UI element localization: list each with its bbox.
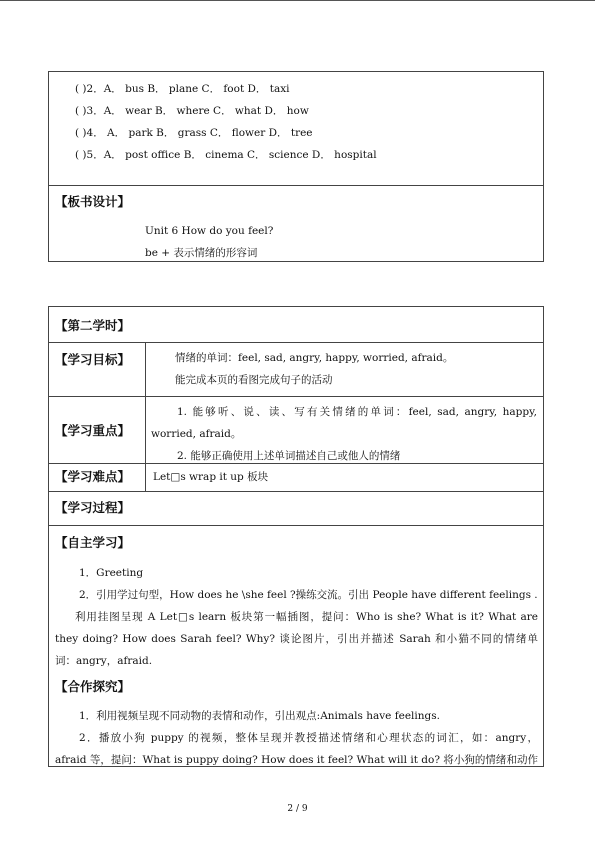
col-divider-objectives — [145, 342, 146, 396]
row-divider-5 — [49, 525, 543, 526]
board-heading: 【板书设计】 — [55, 194, 131, 209]
key-point-1: 1. 能够听、说、读、写有关情绪的单词：feel, sad, angry, happy, — [177, 406, 537, 418]
page-number: 2 / 9 — [287, 804, 308, 814]
col-divider-difficulty — [145, 463, 146, 491]
key-point-2: 2. 能够正确使用上述单词描述自己或他人的情绪 — [177, 450, 401, 462]
difficulty-label: 【学习难点】 — [55, 469, 131, 484]
row-divider-3 — [49, 463, 543, 464]
difficulty-text: Let□s wrap it up 板块 — [153, 471, 269, 483]
coop-line-1: 1．利用视频呈现不同动物的表情和动作，引出观点:Animals have feelings. — [79, 710, 440, 722]
objectives-label: 【学习目标】 — [55, 352, 131, 367]
col-divider-key — [145, 396, 146, 463]
coop-label: 【合作探究】 — [55, 679, 131, 694]
coop-line-2: 2．播放小狗 puppy 的视频，整体呈现并教授描述情绪和心理状态的词汇，如：angry， — [79, 732, 538, 744]
self-study-label: 【自主学习】 — [55, 535, 131, 550]
board-line-2: be + 表示情绪的形容词 — [145, 247, 258, 259]
page-top-rule — [0, 0, 595, 1]
process-label: 【学习过程】 — [55, 500, 131, 515]
objective-1: 情绪的单词：feel, sad, angry, happy, worried, afraid。 — [175, 352, 454, 364]
coop-line-3: afraid 等，提问：What is puppy doing? How does it feel? What will it do? 将小狗的情绪和动作 — [55, 754, 538, 766]
quiz-item-2: ( )2．A． bus B． plane C． foot D． taxi — [75, 83, 290, 95]
quiz-item-5: ( )5．A． post office B． cinema C． science D． hospital — [75, 149, 377, 161]
board-line-1: Unit 6 How do you feel? — [145, 225, 274, 237]
key-label: 【学习重点】 — [55, 423, 131, 438]
self-line-4: they doing? How does Sarah feel? Why? 谈论图片，引出并描述 Sarah 和小猫不同的情绪单 — [55, 633, 538, 645]
objective-2: 能完成本页的看图完成句子的活动 — [175, 374, 333, 386]
quiz-item-3: ( )3．A． wear B． where C． what D． how — [75, 105, 309, 117]
board-divider — [49, 185, 543, 186]
row-divider-4 — [49, 491, 543, 492]
row-divider-1 — [49, 342, 543, 343]
self-line-1: 1．Greeting — [79, 567, 144, 579]
row-divider-2 — [49, 396, 543, 397]
self-line-3: 利用挂图呈现 A Let□s learn 板块第一幅插图，提问：Who is she? What is it? What are — [75, 611, 538, 623]
lesson-table — [48, 306, 544, 767]
quiz-item-4: ( )4． A． park B． grass C． flower D． tree — [75, 127, 313, 139]
key-point-1-cont: worried, afraid。 — [151, 428, 242, 440]
quiz-table — [48, 71, 544, 262]
lesson-heading: 【第二学时】 — [55, 318, 131, 333]
self-line-2: 2．引用学过句型，How does he \she feel ?操练交流。引出 People have different feelings . — [79, 589, 538, 601]
self-line-5: 词：angry，afraid. — [55, 655, 153, 667]
